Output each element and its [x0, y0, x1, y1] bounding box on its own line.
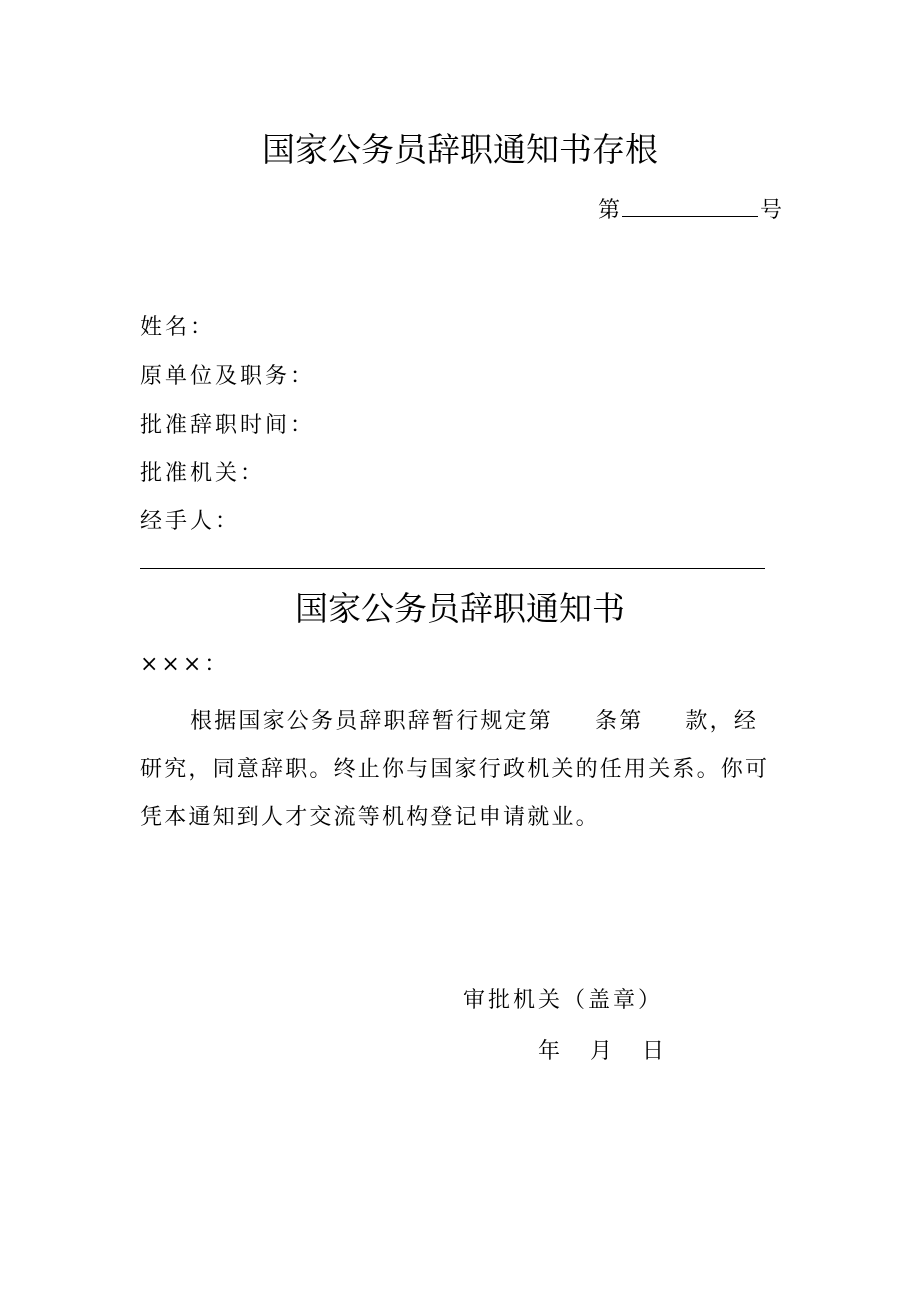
addressee: ×××：	[140, 652, 230, 677]
field-name: 姓名：	[140, 315, 216, 340]
notice-title: 国家公务员辞职通知书	[295, 589, 625, 628]
field-approval-time: 批准辞职时间：	[140, 413, 316, 438]
date-year: 年	[538, 1039, 561, 1064]
field-approving-authority: 批准机关：	[140, 461, 266, 486]
number-prefix: 第	[598, 198, 621, 223]
approver-seal-line: 审批机关（盖章）	[463, 988, 664, 1013]
document-number	[598, 192, 782, 227]
body-part-1: 根据国家公务员辞职辞暂行规定第	[190, 709, 554, 734]
body-part-3: 款，经研究，同意辞职。终止你与国家行政机关的任用关系。你可凭本通知到人才交流等机构登记申请就业。	[140, 709, 770, 830]
number-blank-line	[622, 192, 758, 217]
field-original-unit-position: 原单位及职务：	[140, 364, 316, 389]
stub-title: 国家公务员辞职通知书存根	[262, 130, 658, 169]
notice-body	[140, 698, 780, 842]
body-part-2: 条第	[595, 709, 644, 734]
date-line	[538, 1036, 664, 1068]
field-handler: 经手人：	[140, 509, 241, 534]
date-day: 日	[642, 1039, 665, 1064]
cut-line-divider	[140, 568, 765, 569]
date-month: 月	[590, 1039, 613, 1064]
number-suffix: 号	[760, 198, 783, 223]
